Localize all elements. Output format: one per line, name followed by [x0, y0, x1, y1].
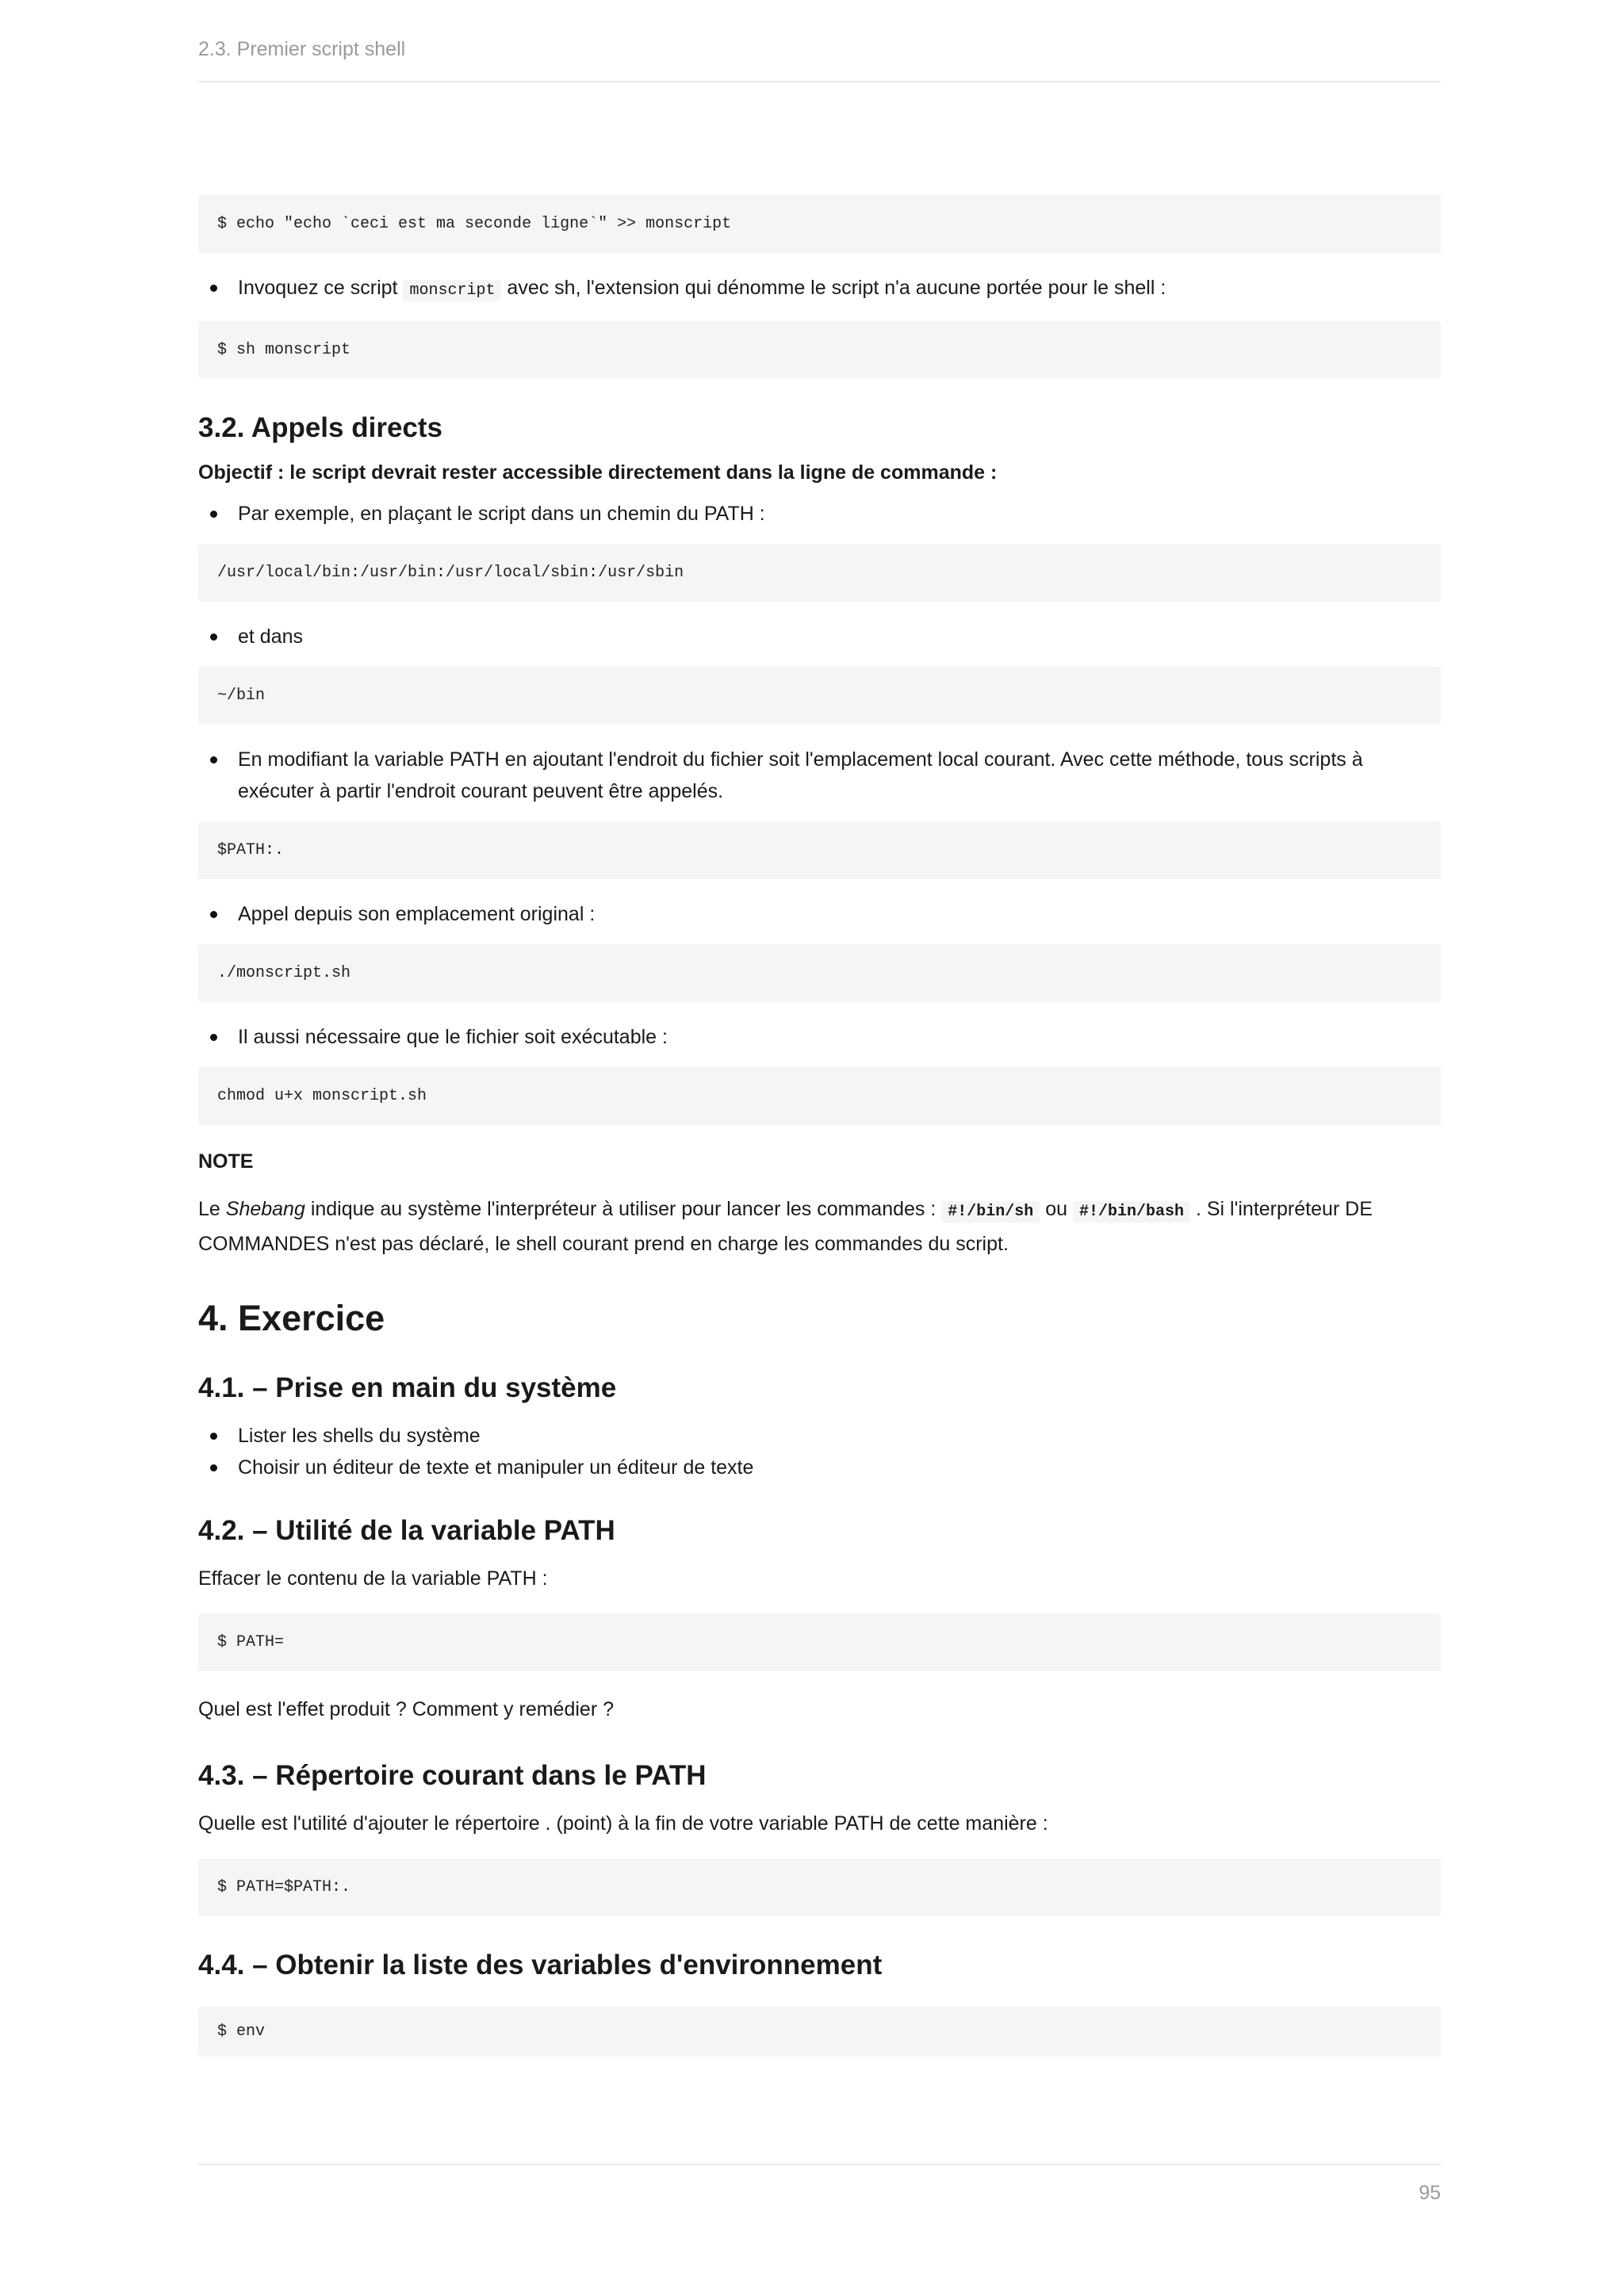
bullet-list-appel	[198, 898, 1441, 930]
bullet-list-modify	[198, 744, 1441, 807]
code-block-sh: $ sh monscript	[198, 321, 1441, 379]
question-utilite-point: Quelle est l'utilité d'ajouter le répertoire . (point) à la fin de votre variable PATH de cette manière :	[198, 1812, 1048, 1835]
code-block-monscript: ./monscript.sh	[198, 944, 1441, 1002]
code-block-path-dot: $PATH:.	[198, 821, 1441, 879]
header-divider	[198, 81, 1441, 82]
code-block-path-set: $ PATH=$PATH:.	[198, 1858, 1441, 1916]
code-block-chmod: chmod u+x monscript.sh	[198, 1067, 1441, 1125]
inline-code-monscript: monscript	[403, 280, 501, 301]
inline-code-bin-sh: #!/bin/sh	[941, 1201, 1040, 1223]
page-number: 95	[1419, 2182, 1441, 2204]
list-item: et dans	[198, 621, 1441, 652]
list-item: Choisir un éditeur de texte et manipuler un éditeur de texte	[198, 1452, 1441, 1483]
footer-divider	[198, 2164, 1441, 2165]
bullet-list-path-example	[198, 498, 1441, 530]
bullet-list-invoke	[198, 272, 1441, 307]
code-block-path: /usr/local/bin:/usr/bin:/usr/local/sbin:/usr/sbin	[198, 544, 1441, 602]
code-block-path-empty: $ PATH=	[198, 1613, 1441, 1671]
code-block-bin: ~/bin	[198, 667, 1441, 725]
running-header: 2.3. Premier script shell	[198, 38, 406, 60]
shebang-term: Shebang	[225, 1198, 305, 1220]
bullet-list-exec	[198, 1021, 1441, 1053]
bullet-list-et-dans	[198, 621, 1441, 652]
objectif-text: Objectif : le script devrait rester accessible directement dans la ligne de commande :	[198, 461, 998, 484]
note-paragraph: Le Shebang indique au système l'interpréteur à utiliser pour lancer les commandes : #!/bin/sh ou #!/bin/bash . Si l'interpréteur DE COMMANDES n'est pas déclaré, le shell courant prend en charge les commandes du script.	[198, 1198, 1373, 1255]
list-item: Invoquez ce script monscript avec sh, l'extension qui dénomme le script n'a aucune portée pour le shell :	[198, 272, 1441, 307]
list-item: Il aussi nécessaire que le fichier soit exécutable :	[198, 1021, 1441, 1053]
list-item: Appel depuis son emplacement original :	[198, 898, 1441, 930]
code-block-env: $ env	[198, 2007, 1441, 2057]
note-label: NOTE	[198, 1150, 254, 1173]
code-block-echo: $ echo "echo `ceci est ma seconde ligne`" >> monscript	[198, 195, 1441, 253]
list-item: En modifiant la variable PATH en ajoutant l'endroit du fichier soit l'emplacement local courant. Avec cette méthode, tous scripts à exécuter à partir l'endroit courant peuvent être appelés.	[198, 744, 1441, 807]
list-item: Par exemple, en plaçant le script dans un chemin du PATH :	[198, 498, 1441, 530]
effacer-text: Effacer le contenu de la variable PATH :	[198, 1567, 548, 1590]
section-heading-utilite-path: 4.2. – Utilité de la variable PATH	[198, 1515, 615, 1546]
chapter-heading-exercice: 4. Exercice	[198, 1298, 385, 1338]
question-effet: Quel est l'effet produit ? Comment y remédier ?	[198, 1698, 614, 1720]
section-heading-obtenir-variables: 4.4. – Obtenir la liste des variables d'environnement	[198, 1950, 883, 1980]
list-item: Lister les shells du système	[198, 1420, 1441, 1452]
section-heading-prise-en-main: 4.1. – Prise en main du système	[198, 1372, 617, 1403]
inline-code-bin-bash: #!/bin/bash	[1073, 1201, 1190, 1223]
section-heading-appels-directs: 3.2. Appels directs	[198, 412, 442, 443]
section-heading-repertoire-courant: 4.3. – Répertoire courant dans le PATH	[198, 1760, 707, 1791]
page-content	[198, 195, 1441, 2057]
bullet-list-prise-en-main	[198, 1420, 1441, 1483]
